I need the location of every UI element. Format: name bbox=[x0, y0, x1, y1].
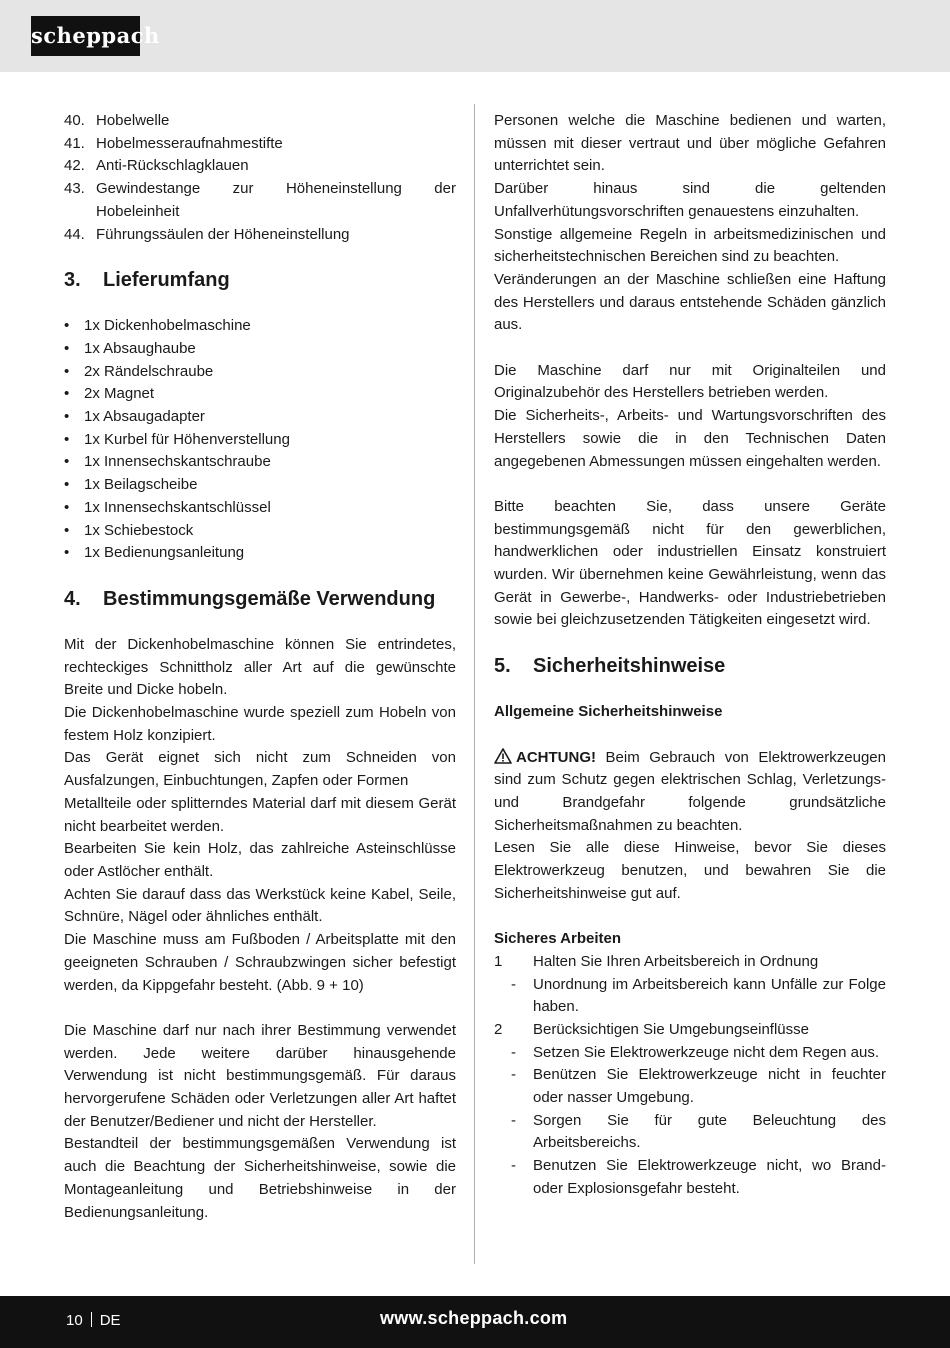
list-item: 43. Gewindestange zur Höheneinstellung der Hobeleinheit bbox=[64, 180, 456, 220]
list-item: - Benützen Sie Elektrowerkzeuge nicht in feuchter oder nasser Umgebung. bbox=[511, 1066, 886, 1107]
list-item: • 2x Magnet bbox=[64, 385, 155, 403]
scheppach-logo: scheppach bbox=[31, 16, 140, 56]
section-5-heading: 5. Sicherheitshinweise bbox=[494, 655, 726, 678]
language-code: DE bbox=[99, 1312, 121, 1329]
list-item: • 1x Schiebestock bbox=[64, 521, 194, 539]
list-item: 40. Hobelwelle bbox=[64, 112, 170, 129]
list-item: • 1x Absaughaube bbox=[64, 339, 196, 357]
website-link[interactable]: www.scheppach.com bbox=[380, 1308, 568, 1328]
list-item: - Benutzen Sie Elektrowerkzeuge nicht, wo Brand- oder Explosionsgefahr besteht. bbox=[511, 1157, 886, 1197]
list-item: • 2x Rändelschraube bbox=[64, 362, 214, 380]
paragraph: Die Maschine muss am Fußboden / Arbeitsplatte mit den geeigneten Schrauben / Schraubzwingen sicher befestigt werden, da Kippgefahr besteht. (Abb. 9 + 10) bbox=[64, 931, 456, 994]
paragraph: Die Sicherheits-, Arbeits- und Wartungsvorschriften des Herstellers sowie die in den Technischen Daten angegebenen Abmessungen müssen eingehalten werden. bbox=[494, 407, 886, 470]
list-item: • 1x Bedienungsanleitung bbox=[64, 544, 245, 562]
paragraph: Bitte beachten Sie, dass unsere Geräte bestimmungsgemäß nicht für den gewerblichen, handwerklichen oder industriellen Einsatz konstruiert wurden. Wir übernehmen keine Gewährleistung, wenn das Gerät in Gewerbe-, Handwerks- oder Industriebetrieben sowie bei gleichzusetzenden Tätigkeiten eingesetzt wird. bbox=[494, 497, 886, 629]
list-item: 41. Hobelmesseraufnahmestifte bbox=[64, 134, 283, 152]
list-item: • 1x Absaugadapter bbox=[64, 408, 205, 426]
paragraph: Sonstige allgemeine Regeln in arbeitsmedizinischen und sicherheitstechnischen Bereichen sind zu beachten. bbox=[494, 225, 886, 266]
column-divider bbox=[474, 104, 475, 1264]
paragraph: Mit der Dickenhobelmaschine können Sie entrindetes, rechteckiges Schnittholz aller Art auf die gewünschte Breite und Dicke hobeln. bbox=[64, 635, 456, 699]
list-item: 44. Führungssäulen der Höheneinstellung bbox=[64, 225, 350, 243]
warning-text: Beim Gebrauch von Elektrowerkzeugen sind zum Schutz gegen elektrischen Schlag, Verletzungs- und Brandgefahr folgende grundsätzliche Sicherheitsmaßnahmen zu beachten. bbox=[494, 748, 886, 834]
section-4-heading: 4. Bestimmungsgemäße Verwendung bbox=[64, 587, 436, 610]
paragraph: Das Gerät eignet sich nicht zum Schneiden von Ausfalzungen, Einbuchtungen, Zapfen oder Formen bbox=[64, 749, 456, 790]
footer-bar bbox=[0, 1296, 950, 1348]
list-item: 42. Anti-Rückschlagklauen bbox=[64, 157, 249, 175]
list-item: • 1x Innensechskantschraube bbox=[64, 453, 271, 471]
warning-paragraph bbox=[494, 747, 886, 838]
list-item: - Setzen Sie Elektrowerkzeuge nicht dem Regen aus. bbox=[511, 1043, 880, 1061]
parts-list bbox=[64, 110, 456, 246]
list-item: 1 Halten Sie Ihren Arbeitsbereich in Ordnung bbox=[494, 952, 819, 970]
separator bbox=[91, 1312, 92, 1327]
right-column bbox=[494, 110, 886, 1201]
list-item: • 1x Kurbel für Höhenverstellung bbox=[64, 430, 290, 448]
paragraph: Darüber hinaus sind die geltenden Unfallverhütungsvorschriften genauestens einzuhalten. bbox=[494, 180, 886, 220]
paragraph: Bestandteil der bestimmungsgemäßen Verwendung ist auch die Beachtung der Sicherheitshinweise, sowie die Montageanleitung und Betriebshinweise in der Bedienungsanleitung. bbox=[64, 1135, 456, 1221]
page-indicator bbox=[66, 1311, 121, 1331]
paragraph: Die Maschine darf nur nach ihrer Bestimmung verwendet werden. Jede weitere darüber hinausgehende Verwendung ist nicht bestimmungsgemäß. Für daraus hervorgerufene Schäden oder Verletzungen aller Art haftet der Benutzer/Bediener und nicht der Hersteller. bbox=[64, 1021, 456, 1130]
list-item: 2 Berücksichtigen Sie Umgebungseinflüsse bbox=[494, 1020, 809, 1038]
page-number: 10 bbox=[66, 1312, 83, 1329]
warning-triangle-icon bbox=[494, 748, 512, 764]
paragraph: Metallteile oder splitterndes Material darf mit diesem Gerät nicht bearbeitet werden. bbox=[64, 794, 456, 835]
list-item: • 1x Dickenhobelmaschine bbox=[64, 317, 251, 335]
list-item: - Unordnung im Arbeitsbereich kann Unfälle zur Folge haben. bbox=[511, 975, 886, 1016]
paragraph: Achten Sie darauf dass das Werkstück keine Kabel, Seile, Schnüre, Nägel oder ähnliches enthält. bbox=[64, 885, 456, 926]
paragraph: Die Maschine darf nur mit Originalteilen und Originalzubehör des Herstellers betrieben werden. bbox=[494, 361, 886, 402]
list-item: • 1x Beilagscheibe bbox=[64, 476, 198, 494]
paragraph: Personen welche die Maschine bedienen und warten, müssen mit dieser vertraut und über mögliche Gefahren unterrichtet sein. bbox=[494, 112, 886, 175]
list-item: • 1x Innensechskantschlüssel bbox=[64, 498, 271, 516]
paragraph: Bearbeiten Sie kein Holz, das zahlreiche Asteinschlüsse oder Astlöcher enthält. bbox=[64, 840, 456, 880]
section-3-heading: 3. Lieferumfang bbox=[64, 269, 230, 292]
subheading: Allgemeine Sicherheitshinweise bbox=[494, 703, 723, 721]
section-4-body bbox=[64, 634, 456, 1224]
header-band bbox=[0, 0, 950, 72]
delivery-list bbox=[64, 315, 456, 565]
paragraph: Die Dickenhobelmaschine wurde speziell zum Hobeln von festem Holz konzipiert. bbox=[64, 704, 456, 744]
paragraph: Veränderungen an der Maschine schließen eine Haftung des Herstellers und daraus entstehende Schäden gänzlich aus. bbox=[494, 270, 886, 334]
safety-steps bbox=[494, 951, 886, 1201]
list-item: - Sorgen Sie für gute Beleuchtung des Arbeitsbereichs. bbox=[511, 1111, 886, 1152]
left-column bbox=[64, 110, 456, 1224]
warning-label: ACHTUNG! bbox=[516, 748, 596, 766]
paragraph: Lesen Sie alle diese Hinweise, bevor Sie dieses Elektrowerkzeug benutzen, und bewahren Sie die Sicherheitshinweise gut auf. bbox=[494, 839, 886, 902]
subheading: Sicheres Arbeiten bbox=[494, 930, 621, 948]
